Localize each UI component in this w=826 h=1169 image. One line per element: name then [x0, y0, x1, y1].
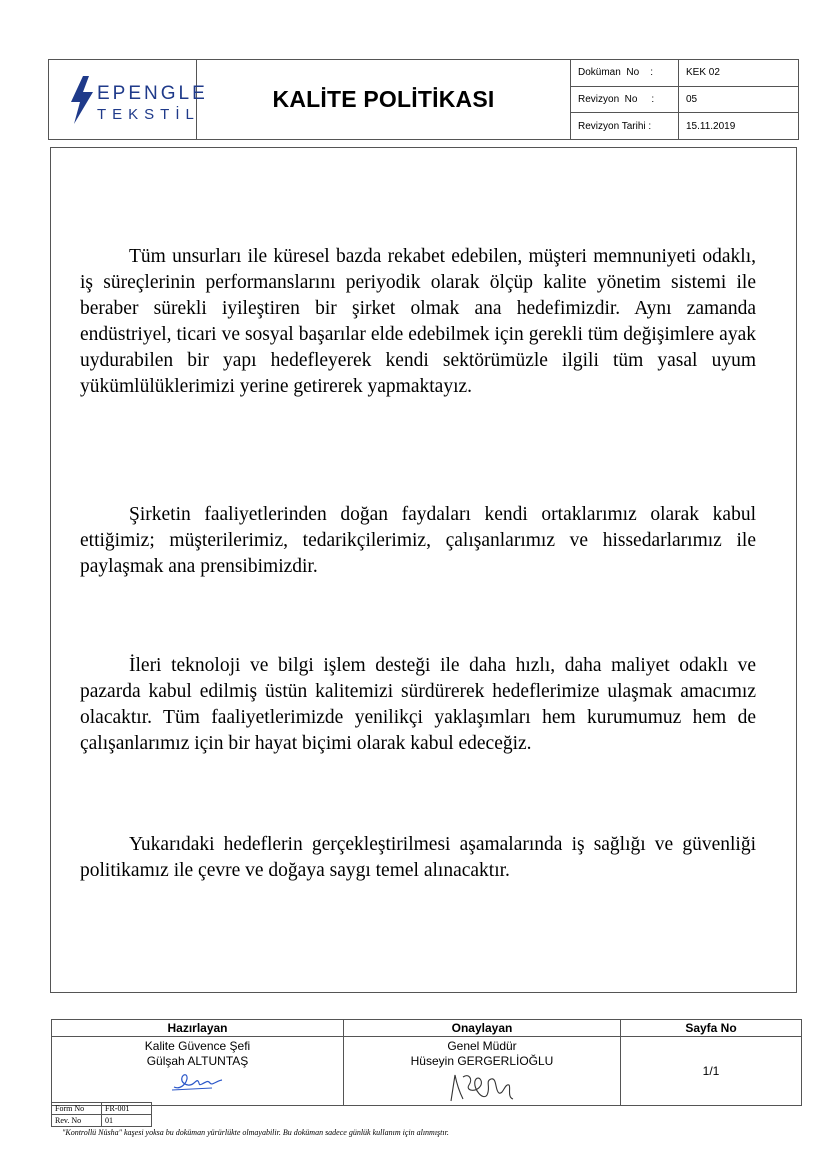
- approved-by-signature: [447, 1071, 517, 1105]
- company-logo-graphic: [63, 72, 208, 128]
- meta-value: KEK 02: [686, 67, 720, 79]
- meta-row-revision-date: [571, 113, 798, 139]
- logo-line-2: TEKSTİL: [96, 105, 200, 123]
- approval-values-row: [52, 1037, 802, 1106]
- controlled-copy-disclaimer: "Kontrollü Nüsha" kaşesi yoksa bu doküman yürürlükte olmayabilir. Bu doküman sadece günlük kullanım için alınmıştır.: [62, 1128, 449, 1137]
- approved-by-header: Onaylayan: [344, 1020, 621, 1037]
- meta-row-document-no: [571, 60, 798, 87]
- form-no-value: FR-001: [102, 1103, 152, 1115]
- policy-paragraph-1: Tüm unsurları ile küresel bazda rekabet edebilen, müşteri memnuniyeti odaklı, iş süreçlerinin performanslarını periyodik olarak ölçüp kalite yönetim sistemi ile beraber sürekli iyileştiren bir şirket olmak ana hedefimizdir. Aynı zamanda endüstriyel, ticari ve sosyal başarılar elde edebilmek için gerekli tüm değişimlere ayak uydurabilen bir yapı hedefleyerek kendi sektörümüzle ilgili tüm yasal uyum yükümlülüklerimizi yerine getirerek yapmaktayız.: [80, 246, 756, 397]
- approved-by-name: Hüseyin GERGERLİOĞLU: [410, 1054, 554, 1068]
- form-info-table: [51, 1102, 152, 1127]
- approved-by-role: Genel Müdür: [447, 1039, 517, 1053]
- title-cell: [197, 60, 571, 139]
- policy-paragraph-4: Yukarıdaki hedeflerin gerçekleştirilmesi aşamalarında iş sağlığı ve güvenliği politikamız ile çevre ve doğaya saygı temel alınacaktır.: [80, 834, 756, 881]
- rev-no-label: Rev. No: [52, 1115, 102, 1127]
- meta-value: 15.11.2019: [686, 120, 736, 132]
- prepared-by-signature: [168, 1071, 228, 1093]
- prepared-by-role: Kalite Güvence Şefi: [144, 1039, 251, 1053]
- logo-line-1: EPENGLE: [96, 82, 208, 104]
- policy-content: [50, 147, 797, 993]
- meta-value: 05: [686, 94, 698, 105]
- meta-row-revision-no: [571, 87, 798, 114]
- prepared-by-cell: [52, 1037, 344, 1106]
- meta-label: Doküman No :: [571, 60, 679, 86]
- rev-no-value: 01: [102, 1115, 152, 1127]
- policy-paragraph-2: Şirketin faaliyetlerinden doğan faydaları kendi ortaklarımız olarak kabul ettiğimiz; müşterilerimiz, tedarikçilerimiz, çalışanlarımız ve hissedarlarımız ile paylaşmak ana prensibimizdir.: [80, 504, 756, 577]
- document-meta: [571, 60, 798, 139]
- prepared-by-header: Hazırlayan: [52, 1020, 344, 1037]
- company-logo: [49, 60, 208, 139]
- approved-by-cell: [344, 1037, 621, 1106]
- document-title: KALİTE POLİTİKASI: [272, 86, 495, 112]
- page-no-cell: 1/1: [621, 1037, 802, 1106]
- rev-no-row: [52, 1115, 152, 1127]
- meta-label: Revizyon Tarihi :: [571, 113, 679, 139]
- approval-header-row: [52, 1020, 802, 1037]
- form-no-label: Form No: [52, 1103, 102, 1115]
- policy-paragraph-3: İleri teknoloji ve bilgi işlem desteği ile daha hızlı, daha maliyet odaklı ve pazarda kabul edilmiş üstün kalitemizi sürdürerek hedeflerimize ulaşmak amacımız olacaktır. Tüm faaliyetlerimizde yenilikçi yaklaşımları hem kurumumuz hem de çalışanlarımız için bir hayat biçimi olarak kabul edeceğiz.: [80, 655, 756, 754]
- meta-label: Revizyon No :: [571, 87, 679, 113]
- page-no-header: Sayfa No: [621, 1020, 802, 1037]
- approval-table: [51, 1019, 802, 1106]
- prepared-by-name: Gülşah ALTUNTAŞ: [146, 1054, 249, 1068]
- form-no-row: [52, 1103, 152, 1115]
- document-header: [48, 59, 799, 140]
